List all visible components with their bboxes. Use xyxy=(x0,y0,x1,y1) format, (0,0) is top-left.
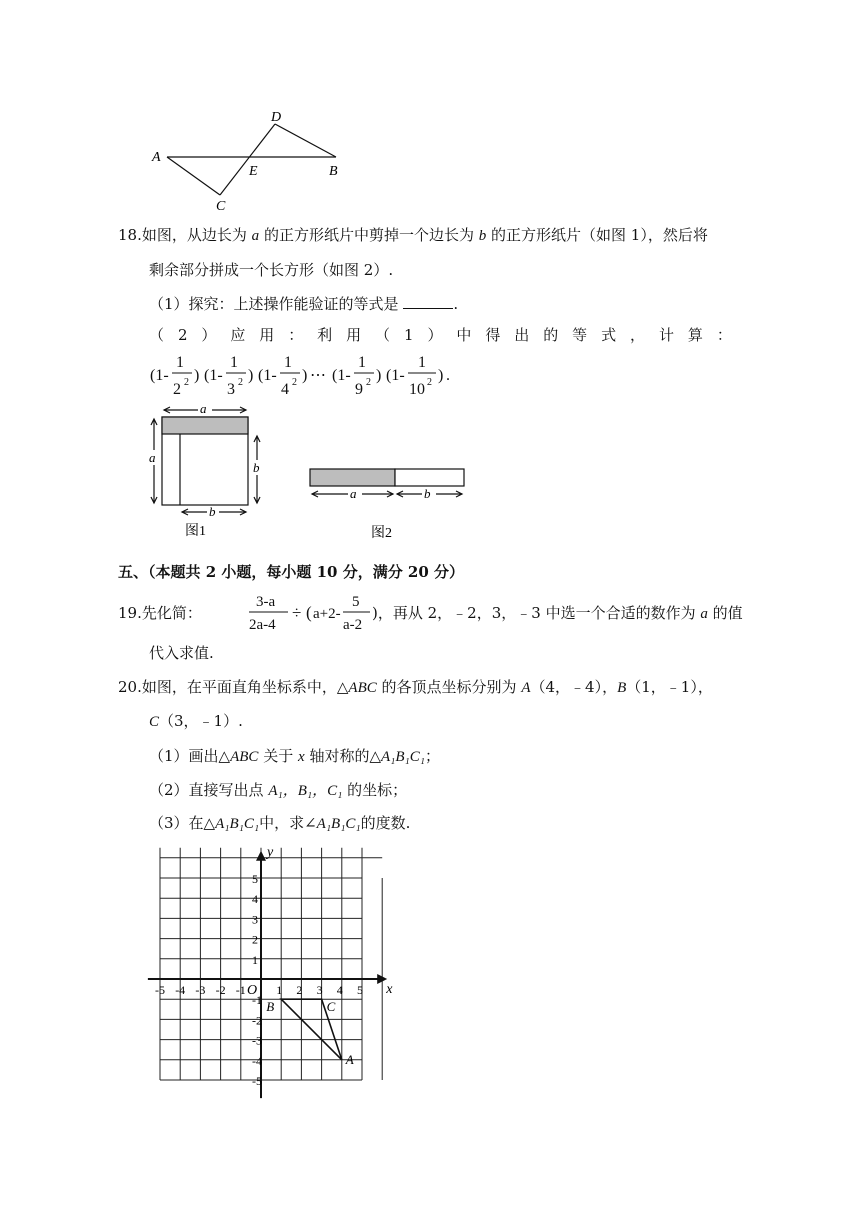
q20-p2-text: 的坐标； xyxy=(347,781,408,799)
x-tick-label: 1 xyxy=(276,983,283,997)
q20-part1 xyxy=(149,746,440,767)
figure-1 xyxy=(144,400,274,545)
q18-part2-char: 1 xyxy=(403,326,414,344)
coord-c: （3，﹣1）. xyxy=(159,712,243,730)
term-numerator: 1 xyxy=(418,354,426,371)
y-tick-label: 4 xyxy=(252,892,258,907)
coordinate-grid xyxy=(145,845,395,1105)
y-tick-label: -1 xyxy=(252,993,262,1008)
fig2-caption: 图2 xyxy=(371,526,392,541)
q18-part2-char: 应 xyxy=(230,326,246,344)
q18-line2: 剩余部分拼成一个长方形（如图 2）. xyxy=(149,261,394,279)
term-exponent: 2 xyxy=(292,377,297,388)
origin-label: O xyxy=(247,983,258,998)
svg-text:): ) xyxy=(194,367,200,384)
term-lead: (1- xyxy=(150,367,169,384)
term-lead: (1- xyxy=(204,367,223,384)
x-tick-label: -1 xyxy=(235,983,246,997)
q18-part2-char: ： xyxy=(288,326,304,344)
fig1-caption: 图1 xyxy=(185,524,206,539)
coord-b: （1，﹣1）， xyxy=(626,678,713,696)
x-tick-label: -5 xyxy=(155,983,165,997)
q19-line1-tail xyxy=(372,603,743,624)
svg-text:): ) xyxy=(438,367,444,384)
x-tick-label: -4 xyxy=(175,983,186,997)
term-9 xyxy=(332,354,381,398)
point-label-a: A xyxy=(345,1051,354,1067)
q18-part2-char: 得 xyxy=(485,326,501,344)
segment-DC xyxy=(220,124,275,195)
frac2-numerator: 5 xyxy=(352,594,360,610)
svg-text:): ) xyxy=(302,367,308,384)
q20-p1-text: 轴对称的△ xyxy=(309,747,382,765)
q18-part1-end: . xyxy=(453,295,459,313)
term-exponent: 2 xyxy=(238,377,243,388)
paren-close: ) xyxy=(372,604,378,622)
q18-part2-char: ） xyxy=(201,326,217,344)
section-heading: 五、（本题共 2 小题，每小题 10 分，满分 20 分） xyxy=(118,563,465,581)
term-3 xyxy=(258,354,307,398)
angle-a1b1c1: A₁B₁C₁ xyxy=(316,816,361,832)
q18-part2-char: 式 xyxy=(601,326,617,344)
q19-expression xyxy=(246,590,376,636)
q18-part2-char: 的 xyxy=(543,326,559,344)
answer-blank[interactable] xyxy=(403,294,453,309)
frac2-denominator: a-2 xyxy=(343,617,363,633)
fig1-label-b-right: b xyxy=(253,460,260,475)
term-denominator: 10 xyxy=(409,381,425,398)
x-tick-label: 2 xyxy=(296,983,303,997)
triangle-a1b1c1: A₁B₁C₁ xyxy=(381,749,425,765)
term-denominator: 3 xyxy=(227,381,235,398)
fig1-label-a-top: a xyxy=(200,401,207,416)
label-A: A xyxy=(152,150,161,165)
term-numerator: 1 xyxy=(176,354,184,371)
var-b: b xyxy=(478,228,487,244)
q18-part2-char: 算 xyxy=(687,326,703,344)
y-tick-label: -3 xyxy=(252,1033,262,1048)
x-tick-label: -3 xyxy=(195,983,206,997)
division-sign: ÷ xyxy=(292,603,302,622)
term-denominator: 2 xyxy=(173,381,181,398)
point-label-b: B xyxy=(266,999,275,1015)
q18-part2-char: （ xyxy=(149,326,165,344)
q18-part2-char: 利 xyxy=(317,326,333,344)
q20-p3-text: （3）在△ xyxy=(149,814,216,832)
triangle-abc: ABC xyxy=(348,680,377,696)
term-numerator: 1 xyxy=(284,354,292,371)
expr-end: . xyxy=(446,367,450,384)
y-axis-arrow xyxy=(256,851,266,861)
q18-part2-char: ） xyxy=(427,326,443,344)
point-a: A xyxy=(521,680,531,696)
q18-part2-char: 用 xyxy=(346,326,362,344)
ellipsis: ⋯ xyxy=(310,367,326,384)
q18-part2-char: 出 xyxy=(514,326,530,344)
segment-AC xyxy=(167,157,220,195)
term-numerator: 1 xyxy=(358,354,366,371)
point-label-c: C xyxy=(326,999,336,1015)
term-lead: (1- xyxy=(258,367,277,384)
q18-part2-char: ： xyxy=(716,326,732,344)
q19-tail: ，再从 2，﹣2，3，﹣3 中选一个合适的数作为 xyxy=(377,604,696,622)
fig1-label-b-bottom: b xyxy=(209,504,216,519)
q18-text: 的正方形纸片（如图 1），然后将 xyxy=(491,226,708,244)
term-exponent: 2 xyxy=(184,377,189,388)
q20-p3-text: 中，求∠ xyxy=(259,814,317,832)
x-tick-label: 5 xyxy=(357,983,363,997)
y-tick-label: -4 xyxy=(252,1053,262,1068)
point-b: B xyxy=(617,680,627,696)
point-c: C xyxy=(149,714,160,730)
term-exponent: 2 xyxy=(427,377,432,388)
rect-part-a xyxy=(310,469,395,486)
q19-line2: 代入求值. xyxy=(149,644,214,662)
frac1-numerator: 3-a xyxy=(256,594,276,610)
q19-line1 xyxy=(118,603,202,623)
term-2 xyxy=(204,354,253,398)
q18-part2-char: 中 xyxy=(456,326,472,344)
q18-part2-char: 计 xyxy=(658,326,674,344)
term-10 xyxy=(386,354,450,398)
x-tick-label: -2 xyxy=(215,983,226,997)
label-D: D xyxy=(271,110,282,125)
triangle-abc: ABC xyxy=(230,749,259,765)
svg-text:): ) xyxy=(248,367,254,384)
fig2-label-b: b xyxy=(424,486,431,501)
rect-part-b xyxy=(395,469,464,486)
y-tick-label: 3 xyxy=(252,912,258,927)
q18-part2 xyxy=(149,325,732,345)
q18-part2-char: （ xyxy=(375,326,391,344)
triangle-a1b1c1: A₁B₁C₁ xyxy=(215,816,260,832)
points-a1b1c1: A₁，B₁，C₁ xyxy=(268,783,343,799)
y-axis-label: y xyxy=(267,845,274,860)
figure-17 xyxy=(140,100,360,215)
label-B: B xyxy=(329,164,338,179)
segment-DB xyxy=(275,124,336,157)
q20-p1-end: ； xyxy=(425,747,441,765)
q20-p3-text: 的度数. xyxy=(360,814,411,832)
term-lead: (1- xyxy=(332,367,351,384)
product-expression xyxy=(146,350,506,400)
shaded-strip xyxy=(162,417,248,434)
y-tick-label: 2 xyxy=(252,932,258,947)
var-x: x xyxy=(298,749,305,765)
q18-part2-char: 2 xyxy=(177,326,188,344)
q19-lead: 先化简： xyxy=(141,604,202,622)
term-denominator: 4 xyxy=(281,381,289,398)
q20-p1-text: 关于 xyxy=(263,747,294,765)
q18-part1-text: （1）探究：上述操作能验证的等式是 xyxy=(149,295,399,313)
q18-number: 18. xyxy=(118,226,142,244)
q20-part2 xyxy=(149,780,407,801)
var-a: a xyxy=(700,606,708,622)
q18-part2-char: 等 xyxy=(572,326,588,344)
q20-number: 20. xyxy=(118,678,142,696)
q19-tail: 的值 xyxy=(712,604,743,622)
coord-a: （4，﹣4）， xyxy=(530,678,618,696)
x-tick-label: 3 xyxy=(316,983,323,997)
term-exponent: 2 xyxy=(366,377,371,388)
term-denominator: 9 xyxy=(355,381,363,398)
inner-expr: a+2- xyxy=(313,606,341,622)
y-tick-label: -5 xyxy=(252,1074,262,1088)
q20-text: 如图，在平面直角坐标系中，△ xyxy=(141,678,349,696)
q20-line2 xyxy=(149,711,243,732)
term-lead: (1- xyxy=(386,367,405,384)
fig2-label-a: a xyxy=(350,486,357,501)
x-tick-label: 4 xyxy=(336,983,343,997)
svg-text:): ) xyxy=(376,367,382,384)
q18-part2-char: 用 xyxy=(259,326,275,344)
fig1-label-a-left: a xyxy=(149,450,156,465)
q18-part2-char: ， xyxy=(630,326,646,344)
y-tick-label: 1 xyxy=(252,952,258,967)
term-numerator: 1 xyxy=(230,354,238,371)
q18-text: 如图，从边长为 xyxy=(141,226,247,244)
q20-p2-text: （2）直接写出点 xyxy=(149,781,264,799)
figure-2 xyxy=(305,464,470,544)
y-tick-label: -2 xyxy=(252,1013,262,1028)
term-1 xyxy=(150,354,199,398)
q19-number: 19. xyxy=(118,604,142,622)
label-C: C xyxy=(216,199,226,214)
x-axis-label: x xyxy=(386,982,393,997)
q18-text: 的正方形纸片中剪掉一个边长为 xyxy=(263,226,474,244)
q20-part3 xyxy=(149,813,410,834)
y-tick-label: 5 xyxy=(252,872,258,886)
q20-p1-text: （1）画出△ xyxy=(149,747,231,765)
frac1-denominator: 2a-4 xyxy=(249,617,276,633)
q18-line1 xyxy=(118,225,708,246)
q20-line1 xyxy=(118,677,713,698)
paren-open: ( xyxy=(306,603,312,622)
q18-part1 xyxy=(149,294,458,314)
label-E: E xyxy=(249,164,258,179)
var-a: a xyxy=(251,228,260,244)
q20-text: 的各顶点坐标分别为 xyxy=(381,678,517,696)
